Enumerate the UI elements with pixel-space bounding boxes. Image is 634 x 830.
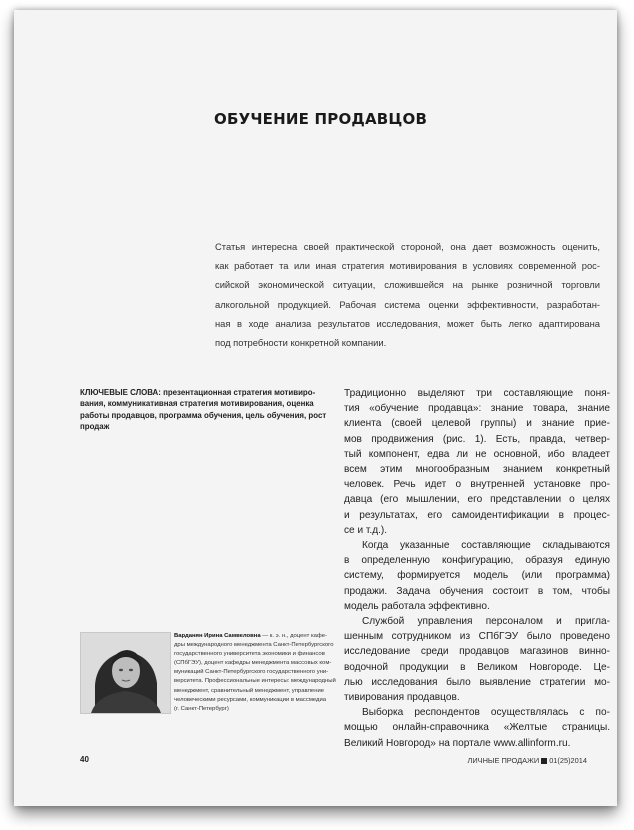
bio-line: государственного университета экономики и финансов <box>174 651 325 658</box>
page-number: 40 <box>80 755 89 764</box>
lead-line: под потребности конкретной компании. <box>215 337 387 349</box>
bio-line: муникаций Санкт-Петербургского государственного уни- <box>174 669 329 676</box>
body-line: исследование среди продавцов магазинов винно- <box>344 646 610 658</box>
body-line: Когда указанные составляющие складываются <box>362 540 610 552</box>
body-line: давца (его мышлении, его представлении о целях <box>344 494 610 506</box>
bio-line: менеджмент, сравнительный менеджмент, управление <box>174 687 325 694</box>
lead-paragraph <box>215 237 600 352</box>
running-footer <box>468 756 588 765</box>
body-line: Великий Новгород» на портале www.allinform.ru. <box>344 737 571 749</box>
body-line: лью исследования было выявление стратегии мо- <box>344 676 610 688</box>
author-portrait-image <box>81 633 170 713</box>
author-photo <box>80 632 171 714</box>
body-line: се и т.д.). <box>344 524 388 536</box>
bio-line: (СПбГЭУ), доцент кафедры менеджмента массовых ком- <box>174 660 332 667</box>
magazine-page <box>14 10 617 806</box>
body-line: Службой управления персоналом и пригла- <box>362 616 610 628</box>
issue-number: 01(25)2014 <box>549 756 587 765</box>
article-title: ОБУЧЕНИЕ ПРОДАВЦОВ <box>214 110 428 128</box>
keywords-block <box>80 387 327 433</box>
body-line: тивирования продавцов. <box>344 692 460 704</box>
body-line: мов продвижения (рис. 1). Есть, правда, четвер- <box>344 433 610 445</box>
bio-text: — к. э. н., доцент кафе- <box>260 633 328 639</box>
body-line: продажи. Задача обучения состоит в том, чтобы <box>344 585 610 597</box>
body-line: шенным сотрудником из СПбГЭУ было проведено <box>344 631 610 643</box>
body-line: в определенную конфигурацию, образуя единую <box>344 555 610 567</box>
body-line: Выборка респондентов осуществлялась с по- <box>362 707 610 719</box>
lead-line: ная в ходе анализа результатов исследования, может быть легко адаптирована <box>215 317 600 329</box>
body-line: тый компонент, едва ли не основной, ибо владеет <box>344 448 610 460</box>
keywords-line: КЛЮЧЕВЫЕ СЛОВА: презентационная стратегия мотивиро- <box>80 388 316 397</box>
body-line: систему, формируется модель (или программа) <box>344 570 610 582</box>
body-line: мощью онлайн-справочника «Желтые страницы. <box>344 722 610 734</box>
bio-line: дры международного менеджмента Санкт-Петербургского <box>174 642 334 649</box>
lead-line: Статья интересна своей практической стороной, она дает возможность оценить, <box>215 241 600 252</box>
bio-line: человеческими ресурсами, коммуникации в массмедиа <box>174 696 327 703</box>
body-line: модель работала эффективно. <box>344 600 490 612</box>
body-line: водочной продукции в Великом Новгороде. Це- <box>344 661 610 673</box>
magazine-name: ЛИЧНЫЕ ПРОДАЖИ <box>467 756 540 765</box>
body-text <box>344 386 610 751</box>
lead-line: как работает та или иная стратегия мотивирования в условиях современной рос- <box>215 260 600 272</box>
bio-line: верситета. Профессиональные интересы: международный <box>174 678 336 685</box>
square-separator-icon <box>541 758 547 764</box>
body-line: и результатах, его самоидентификации в процес- <box>344 509 610 521</box>
body-line: человек. Речь идет о внутренней установке про- <box>344 479 610 491</box>
body-line: всем этим многообразным знанием конкретный <box>344 464 610 476</box>
body-line: тия «обучение продавца»: знание товара, знание <box>344 403 610 415</box>
body-line: клиента (своей целевой группы) и знание прие- <box>344 418 610 430</box>
author-name: Варданян Ирина Самвеловна <box>174 633 261 639</box>
author-bio <box>174 632 336 714</box>
bio-line <box>174 632 332 641</box>
lead-line: алкогольной продукцией. Рабочая система оценки эффективности, разработан- <box>215 298 600 310</box>
bio-line: (г. Санкт-Петербург) <box>174 705 229 712</box>
keywords-line: работы продавцов, программа обучения, цель обучения, рост <box>80 410 327 420</box>
keywords-line: вания, коммуникативная стратегия мотивирования, оценка <box>80 399 314 409</box>
keywords-line: продаж <box>80 422 110 432</box>
lead-line: сийской экономической ситуации, сложившейся на рынке розничной торговли <box>215 279 600 291</box>
body-line: Традиционно выделяют три составляющие поня- <box>344 388 610 399</box>
